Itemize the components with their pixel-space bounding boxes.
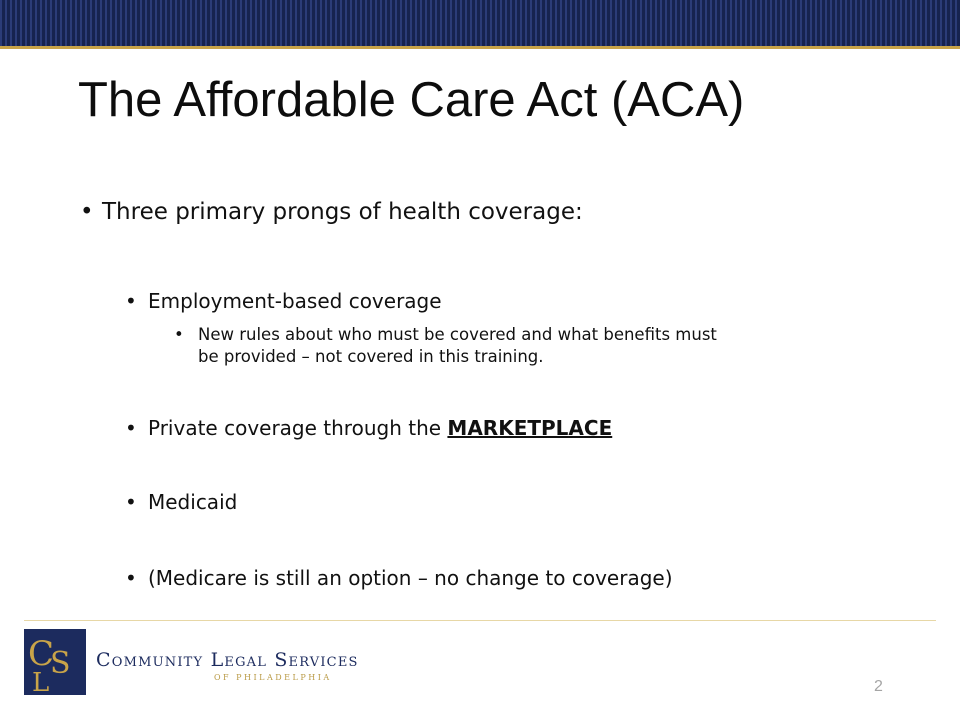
logo-name: Community Legal Services (96, 649, 359, 671)
bullet-dot: • (125, 289, 137, 313)
bullet-dot: • (80, 199, 94, 225)
svg-text:L: L (32, 668, 50, 695)
slide-title: The Affordable Care Act (ACA) (78, 73, 745, 127)
cls-monogram (24, 629, 86, 695)
bullet-dot: • (125, 416, 137, 440)
logo-subtitle: OF PHILADELPHIA (214, 673, 332, 682)
bullet-dot: • (174, 325, 184, 344)
marketplace-bullet (148, 416, 612, 440)
cls-logo (24, 629, 364, 699)
footer-divider (24, 620, 936, 621)
page-number: 2 (874, 678, 883, 695)
marketplace-emphasis: MARKETPLACE (447, 416, 613, 440)
bullet-dot: • (125, 490, 137, 514)
marketplace-text: Private coverage through the (148, 416, 448, 440)
employment-sub-line2: be provided – not covered in this training. (198, 347, 544, 366)
bullet-dot: • (125, 566, 137, 590)
medicaid-bullet: Medicaid (148, 490, 238, 514)
svg-text:C: C (28, 634, 55, 674)
employment-bullet: Employment-based coverage (148, 289, 442, 313)
svg-text:S: S (50, 646, 71, 681)
employment-sub-line1: New rules about who must be covered and what benefits must (198, 325, 717, 344)
medicare-bullet: (Medicare is still an option – no change to coverage) (148, 566, 673, 590)
intro-bullet: Three primary prongs of health coverage: (102, 199, 583, 225)
